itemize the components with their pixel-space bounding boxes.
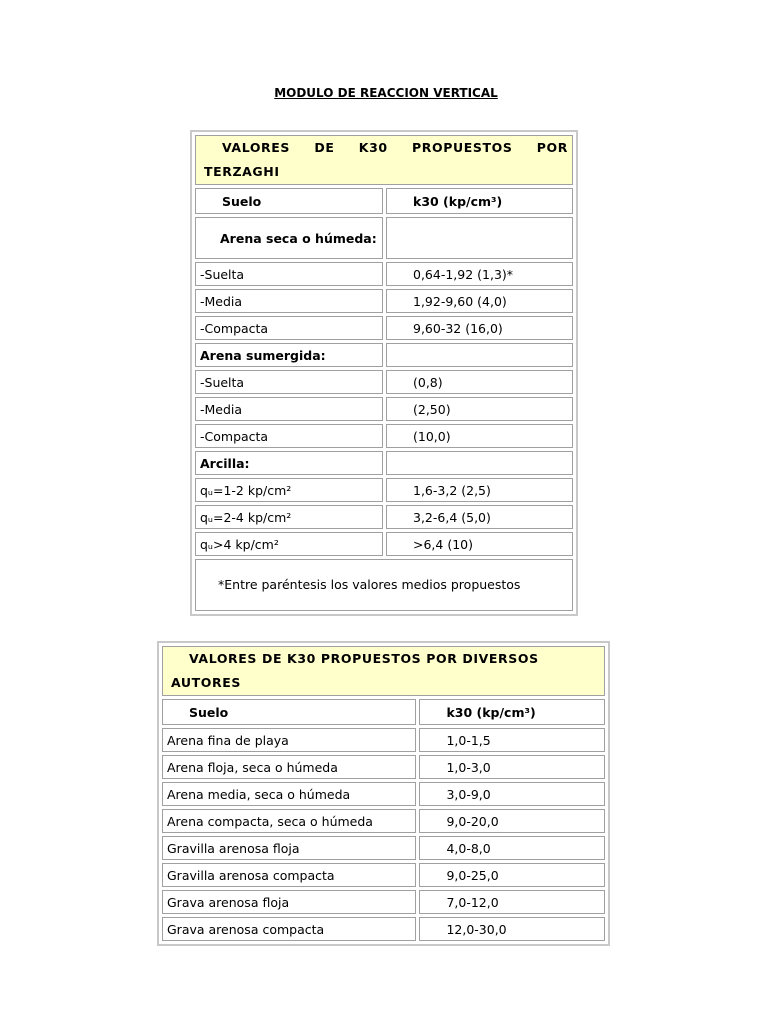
table-row	[195, 289, 573, 313]
soil-cell: -Suelta	[195, 370, 383, 394]
table-row	[162, 782, 605, 806]
table-row	[162, 809, 605, 833]
k30-cell: 1,0-1,5	[419, 728, 605, 752]
table-heading-text: VALORES DE K30 PROPUESTOS POR TERZAGHI	[204, 140, 568, 179]
footnote-text: *Entre paréntesis los valores medios propuestos	[218, 577, 521, 592]
table-row	[195, 370, 573, 394]
terzaghi-table	[190, 130, 578, 616]
k30-cell: 12,0-30,0	[419, 917, 605, 941]
soil-cell: -Suelta	[195, 262, 383, 286]
column-header-k30: k30 (kp/cm³)	[419, 699, 605, 725]
k30-cell: 3,2-6,4 (5,0)	[386, 505, 573, 529]
soil-cell: Grava arenosa floja	[162, 890, 416, 914]
soil-cell: -Compacta	[195, 424, 383, 448]
page-title: MODULO DE REACCION VERTICAL	[274, 86, 498, 100]
k30-cell: 4,0-8,0	[419, 836, 605, 860]
table-row	[195, 316, 573, 340]
k30-cell: >6,4 (10)	[386, 532, 573, 556]
soil-cell: Arena compacta, seca o húmeda	[162, 809, 416, 833]
k30-cell	[386, 451, 573, 475]
soil-cell: Arena media, seca o húmeda	[162, 782, 416, 806]
k30-cell: 1,92-9,60 (4,0)	[386, 289, 573, 313]
soil-cell: qᵤ=1-2 kp/cm²	[195, 478, 383, 502]
column-header-soil: Suelo	[195, 188, 383, 214]
table-row	[162, 728, 605, 752]
table-row	[195, 397, 573, 421]
table-row	[162, 890, 605, 914]
k30-cell: 1,6-3,2 (2,5)	[386, 478, 573, 502]
k30-cell	[386, 217, 573, 259]
table-row	[195, 343, 573, 367]
soil-cell: Grava arenosa compacta	[162, 917, 416, 941]
k30-cell: (2,50)	[386, 397, 573, 421]
table-row	[195, 505, 573, 529]
k30-cell: 9,60-32 (16,0)	[386, 316, 573, 340]
soil-cell: -Media	[195, 397, 383, 421]
table-heading-text: VALORES DE K30 PROPUESTOS POR DIVERSOS AUTORES	[171, 651, 539, 690]
footnote	[195, 559, 573, 611]
column-header-k30: k30 (kp/cm³)	[386, 188, 573, 214]
k30-cell: 0,64-1,92 (1,3)*	[386, 262, 573, 286]
table-row	[195, 424, 573, 448]
table-row	[162, 755, 605, 779]
diversos-autores-table	[157, 641, 610, 946]
table-row	[195, 532, 573, 556]
soil-cell: qᵤ=2-4 kp/cm²	[195, 505, 383, 529]
k30-cell: 9,0-25,0	[419, 863, 605, 887]
soil-cell: qᵤ>4 kp/cm²	[195, 532, 383, 556]
k30-cell: 1,0-3,0	[419, 755, 605, 779]
table-row	[195, 451, 573, 475]
k30-cell: 7,0-12,0	[419, 890, 605, 914]
soil-cell: Arcilla:	[195, 451, 383, 475]
soil-cell: -Compacta	[195, 316, 383, 340]
soil-cell: Arena seca o húmeda:	[195, 217, 383, 259]
k30-cell	[386, 343, 573, 367]
soil-cell: Arena sumergida:	[195, 343, 383, 367]
column-header-soil: Suelo	[162, 699, 416, 725]
k30-cell: (10,0)	[386, 424, 573, 448]
table-row	[162, 836, 605, 860]
table-row	[195, 478, 573, 502]
table-heading	[162, 646, 605, 696]
soil-cell: Gravilla arenosa floja	[162, 836, 416, 860]
k30-cell: 9,0-20,0	[419, 809, 605, 833]
soil-cell: Gravilla arenosa compacta	[162, 863, 416, 887]
table-heading	[195, 135, 573, 185]
k30-cell: 3,0-9,0	[419, 782, 605, 806]
table-row	[195, 262, 573, 286]
k30-cell: (0,8)	[386, 370, 573, 394]
soil-cell: Arena floja, seca o húmeda	[162, 755, 416, 779]
soil-cell: Arena fina de playa	[162, 728, 416, 752]
table-row	[162, 917, 605, 941]
table-row	[162, 863, 605, 887]
table-row	[195, 217, 573, 259]
soil-cell: -Media	[195, 289, 383, 313]
